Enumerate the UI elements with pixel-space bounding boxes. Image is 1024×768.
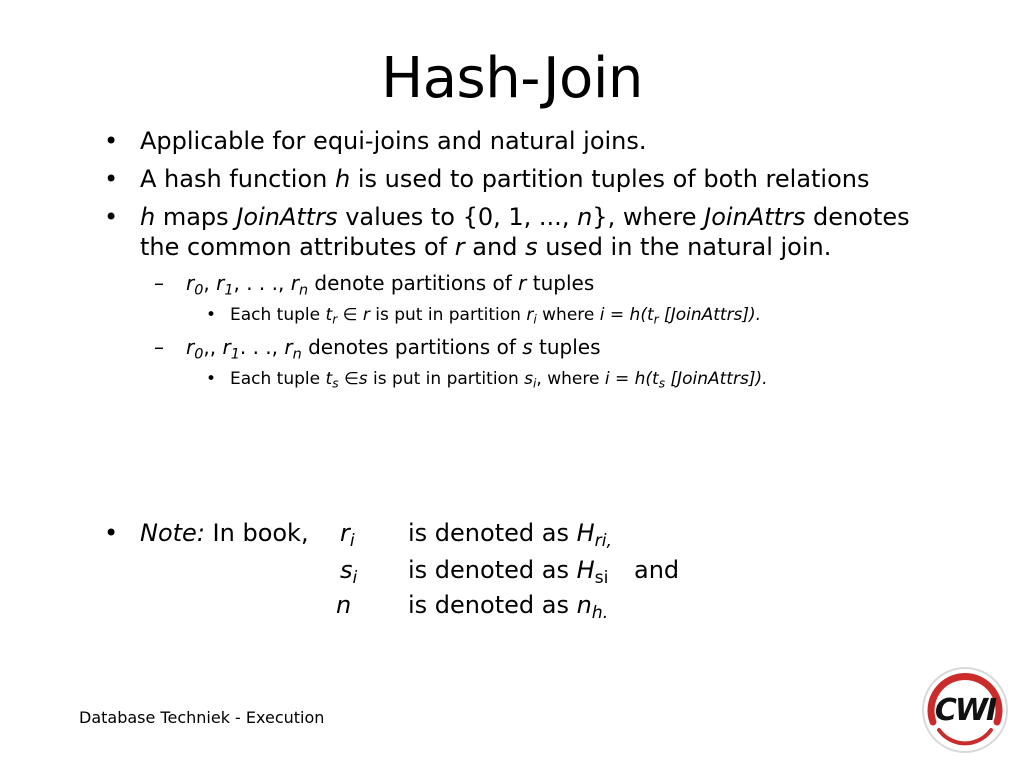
- subscript: i: [532, 376, 537, 391]
- separator: , . . .,: [233, 271, 291, 295]
- bullet-marker: •: [104, 203, 119, 231]
- formula: [JoinAttrs]).: [665, 369, 768, 389]
- bullet-text: denote partitions of: [308, 271, 519, 295]
- dash-marker: –: [154, 271, 164, 295]
- symbol-s: s: [358, 369, 368, 389]
- symbol-r: r: [454, 233, 465, 261]
- tertiary-bullet-tuple-r: [206, 304, 762, 327]
- subbullet-r-partitions: [154, 270, 595, 299]
- dash-marker: –: [154, 335, 164, 359]
- bullet-marker: •: [206, 369, 217, 389]
- symbol-n: n: [576, 591, 592, 619]
- symbol-r: r: [216, 271, 225, 295]
- bullet-text: denotes: [805, 203, 910, 231]
- subscript: si: [594, 568, 609, 589]
- symbol-H: H: [576, 556, 595, 584]
- element-of-symbol: ∈: [337, 305, 363, 325]
- separator: ,: [203, 271, 217, 295]
- note-text: In book,: [204, 519, 309, 547]
- symbol-n: n: [577, 203, 593, 231]
- subscript: 1: [224, 282, 234, 299]
- bullet-text: is put in partition: [367, 369, 525, 389]
- symbol-joinattrs: JoinAttrs: [236, 203, 338, 231]
- separator: . . .,: [239, 335, 285, 359]
- bullet-text: Each tuple: [230, 369, 326, 389]
- bullet-text: , where: [536, 369, 605, 389]
- bullet-text: where: [536, 305, 600, 325]
- bullet-text: values to {0, 1, ...,: [337, 203, 578, 231]
- symbol-t: t: [325, 305, 333, 325]
- formula: i = h(t: [599, 305, 654, 325]
- element-of-symbol: ∈: [338, 369, 359, 389]
- bullet-marker: •: [104, 127, 119, 155]
- note-desc-n: [408, 590, 609, 624]
- separator: ,,: [203, 335, 223, 359]
- subscript: i: [349, 531, 355, 552]
- subscript: 1: [230, 346, 240, 363]
- bullet-text: denotes partitions of: [301, 335, 523, 359]
- slide-title: Hash-Join: [381, 46, 643, 111]
- note-desc-ri: [408, 518, 613, 552]
- subscript: i: [352, 568, 358, 589]
- symbol-s: s: [524, 369, 533, 389]
- symbol-s: s: [525, 233, 538, 261]
- logo-text: CWI: [934, 693, 996, 728]
- cwi-logo-icon: [919, 664, 1011, 756]
- bullet-text: Each tuple: [230, 305, 326, 325]
- symbol-t: t: [325, 369, 333, 389]
- symbol-r: r: [518, 271, 527, 295]
- bullet-text: Applicable for equi-joins and natural joins.: [140, 127, 647, 155]
- bullet-text: }, where: [592, 203, 705, 231]
- symbol-H: H: [576, 519, 595, 547]
- footer-text: Database Techniek - Execution: [79, 708, 325, 727]
- symbol-r: r: [362, 305, 370, 325]
- note-symbol-n: [336, 590, 351, 620]
- subscript: h.: [591, 603, 609, 624]
- bullet-note: [104, 518, 309, 548]
- subscript: 0: [194, 282, 204, 299]
- bullet-text: tuples: [532, 335, 601, 359]
- bullet-text: maps: [155, 203, 237, 231]
- note-symbol-si: [340, 555, 358, 589]
- symbol-r: r: [290, 271, 299, 295]
- subscript: ri,: [594, 531, 613, 552]
- bullet-text: and: [464, 233, 526, 261]
- symbol-r: r: [186, 335, 195, 359]
- bullet-text: A hash function: [140, 165, 335, 193]
- formula: [JoinAttrs]).: [658, 305, 762, 325]
- bullet-marker: •: [206, 305, 217, 325]
- bullet-text: is used to partition tuples of both relations: [350, 165, 870, 193]
- bullet-line-2: [140, 232, 990, 262]
- note-text: is denoted as: [408, 591, 577, 619]
- formula: i = h(t: [604, 369, 659, 389]
- bullet-text: tuples: [526, 271, 595, 295]
- bullet-text: is put in partition: [369, 305, 527, 325]
- bullet-hash-function: [104, 164, 870, 194]
- symbol-s: s: [340, 556, 353, 584]
- symbol-r: r: [186, 271, 195, 295]
- symbol-h: h: [334, 165, 351, 193]
- note-desc-si: [408, 555, 609, 589]
- subscript: n: [292, 346, 302, 363]
- symbol-r: r: [526, 305, 534, 325]
- subscript: s: [658, 376, 666, 391]
- symbol-n: n: [336, 591, 352, 619]
- symbol-r: r: [222, 335, 231, 359]
- symbol-joinattrs: JoinAttrs: [704, 203, 806, 231]
- bullet-applicable: [104, 126, 647, 156]
- symbol-r: r: [340, 519, 350, 547]
- subbullet-s-partitions: [154, 334, 601, 363]
- note-symbol-ri: [340, 518, 355, 552]
- subscript: n: [298, 282, 309, 299]
- subscript: r: [332, 312, 338, 327]
- symbol-r: r: [284, 335, 293, 359]
- note-text: is denoted as: [408, 519, 577, 547]
- note-and: and: [634, 556, 680, 584]
- bullet-text: the common attributes of: [140, 233, 455, 261]
- bullet-h-maps: [104, 202, 990, 262]
- bullet-text: used in the natural join.: [537, 233, 832, 261]
- bullet-marker: •: [104, 165, 119, 193]
- subscript: 0: [194, 346, 204, 363]
- subscript: i: [533, 312, 537, 327]
- subscript: s: [332, 376, 339, 391]
- symbol-s: s: [522, 335, 533, 359]
- note-label: Note:: [140, 519, 205, 547]
- subscript: r: [653, 312, 659, 327]
- note-text: is denoted as: [408, 556, 577, 584]
- bullet-line-1: [140, 202, 990, 232]
- bullet-marker: •: [104, 519, 119, 547]
- symbol-h: h: [140, 203, 156, 231]
- tertiary-bullet-tuple-s: [206, 368, 768, 391]
